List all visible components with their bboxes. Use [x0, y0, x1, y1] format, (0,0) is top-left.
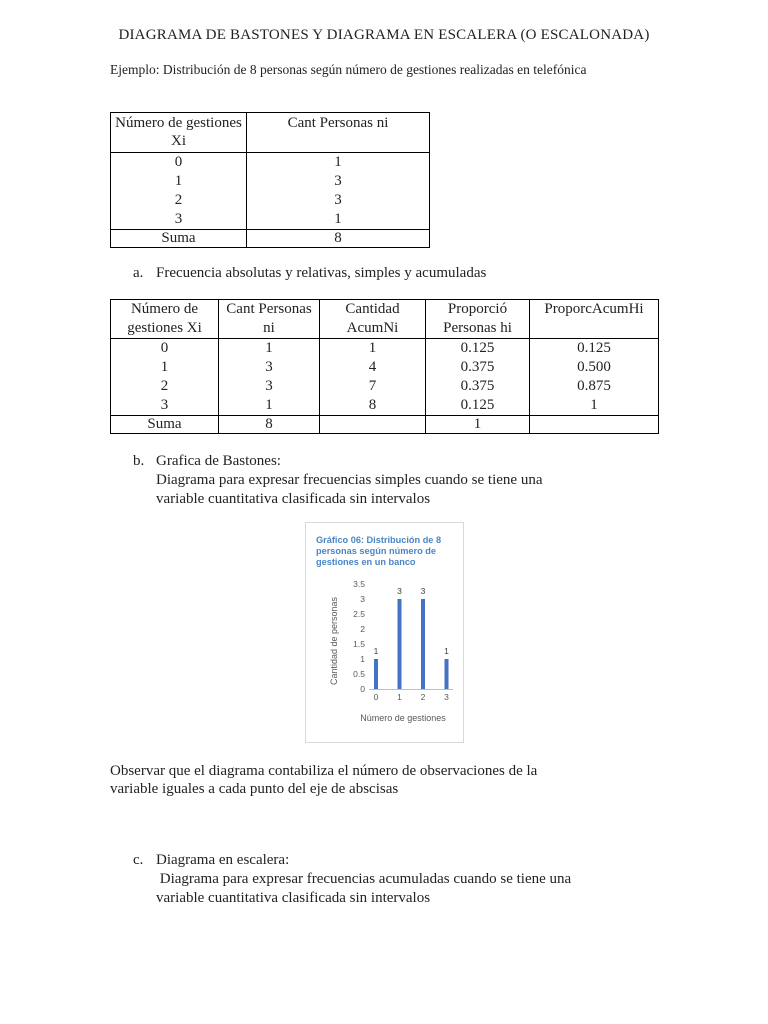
- table-cell: 3: [265, 359, 273, 375]
- frequency-table-full: [110, 299, 659, 434]
- table1-header-ni: Cant Personas ni: [247, 113, 430, 153]
- y-tick-label: 3: [360, 594, 365, 604]
- section-a-text: Frecuencia absolutas y relativas, simples y acumuladas: [156, 265, 487, 281]
- chart-plot: [306, 523, 463, 742]
- x-tick-label: 2: [420, 692, 426, 702]
- table-cell: 0.125: [577, 340, 611, 356]
- y-tick-label: 0: [360, 684, 365, 694]
- bar: [398, 599, 402, 689]
- x-axis-label: Número de gestiones: [360, 713, 446, 723]
- table2-footer-Hi: [530, 416, 659, 434]
- table2-col-Hi: [530, 339, 659, 416]
- section-c: [133, 851, 289, 870]
- bar: [374, 659, 378, 689]
- y-tick-label: 3.5: [353, 579, 365, 589]
- table-cell: 1: [265, 397, 273, 413]
- section-c-line1: Diagrama para expresar frecuencias acumuladas cuando se tiene una: [156, 871, 572, 887]
- bar: [445, 659, 449, 689]
- section-c-line2: variable cuantitativa clasificada sin intervalos: [156, 890, 431, 906]
- table-cell: 1: [265, 340, 273, 356]
- table-cell: 4: [368, 359, 377, 375]
- table-cell: 7: [368, 378, 377, 394]
- table-cell: 0.125: [460, 397, 495, 413]
- x-tick-label: 3: [444, 692, 449, 702]
- y-tick-label: 1.5: [353, 639, 365, 649]
- table-cell: 1: [174, 173, 183, 189]
- bar: [421, 599, 425, 689]
- table2-header-hi: Proporció Personas hi: [426, 300, 530, 339]
- table-cell: 2: [160, 378, 169, 394]
- table-cell: 1: [160, 359, 169, 375]
- table2-col-hi: [426, 339, 530, 416]
- table1-col-ni: [247, 153, 430, 230]
- section-b: [133, 452, 281, 471]
- bar-data-label: 1: [373, 646, 379, 656]
- chart-title: Gráfico 06: Distribución de 8 personas según número de gestiones en un banco: [316, 535, 442, 567]
- document-title: DIAGRAMA DE BASTONES Y DIAGRAMA EN ESCALERA (O ESCALONADA): [118, 27, 650, 43]
- table1-col-xi: [111, 153, 247, 230]
- table2-header-ni: Cant Personas ni: [219, 300, 320, 339]
- table-cell: 1: [334, 154, 342, 170]
- table-cell: 1: [334, 211, 342, 227]
- table-cell: 1: [368, 340, 377, 356]
- table-cell: 0.375: [460, 378, 495, 394]
- table-cell: 0: [174, 154, 183, 170]
- table2-header-xi: Número de gestiones Xi: [111, 300, 219, 339]
- table2-header-Hi: ProporcAcumHi: [530, 300, 659, 339]
- table-cell: 3: [265, 378, 273, 394]
- table1-footer-label: Suma: [111, 230, 247, 248]
- y-tick-label: 2.5: [353, 609, 365, 619]
- table2-footer-ni-sum: 8: [219, 416, 320, 434]
- bar-data-label: 3: [397, 586, 402, 596]
- y-tick-label: 2: [360, 624, 365, 634]
- table2-footer-label: Suma: [111, 416, 219, 434]
- table-cell: 8: [368, 397, 377, 413]
- bar-data-label: 1: [444, 646, 449, 656]
- table2-col-ni: [219, 339, 320, 416]
- table-cell: 0.500: [577, 359, 611, 375]
- table1-header-xi: Número de gestiones Xi: [111, 113, 247, 153]
- table-cell: 0: [160, 340, 169, 356]
- table-cell: 3: [334, 173, 342, 189]
- section-c-label: c.: [133, 852, 144, 868]
- section-b-line1: Diagrama para expresar frecuencias simples cuando se tiene una: [156, 472, 543, 488]
- bar-chart: [305, 522, 464, 743]
- table2-footer-Ni: [320, 416, 426, 434]
- table-cell: 0.375: [460, 359, 495, 375]
- x-tick-label: 0: [373, 692, 379, 702]
- section-b-label: b.: [133, 453, 145, 469]
- observe-line1: Observar que el diagrama contabiliza el número de observaciones de la: [110, 763, 538, 779]
- table-cell: 3: [160, 397, 169, 413]
- section-b-text: Grafica de Bastones:: [156, 453, 281, 469]
- table2-col-xi: [111, 339, 219, 416]
- section-b-line2: variable cuantitativa clasificada sin intervalos: [156, 491, 431, 507]
- table-cell: 2: [174, 192, 183, 208]
- bar-data-label: 3: [420, 586, 426, 596]
- table-cell: 1: [590, 397, 598, 413]
- section-a: [133, 264, 486, 283]
- frequency-table-basic: [110, 112, 430, 248]
- table1-footer-sum: 8: [247, 230, 430, 248]
- observe-line2: variable iguales a cada punto del eje de abscisas: [110, 781, 399, 797]
- table-cell: 3: [334, 192, 342, 208]
- y-tick-label: 1: [360, 654, 365, 664]
- table2-footer-hi-sum: 1: [426, 416, 530, 434]
- y-axis-label: Cantidad de personas: [329, 596, 339, 686]
- section-a-label: a.: [133, 265, 144, 281]
- x-tick-label: 1: [397, 692, 402, 702]
- table2-col-Ni: [320, 339, 426, 416]
- table-cell: 0.125: [460, 340, 495, 356]
- table-cell: 0.875: [577, 378, 611, 394]
- section-c-text: Diagrama en escalera:: [156, 852, 290, 868]
- table-cell: 3: [174, 211, 183, 227]
- example-intro: Ejemplo: Distribución de 8 personas según número de gestiones realizadas en telefónica: [110, 62, 587, 77]
- table2-header-Ni: Cantidad AcumNi: [320, 300, 426, 339]
- y-tick-label: 0.5: [353, 669, 365, 679]
